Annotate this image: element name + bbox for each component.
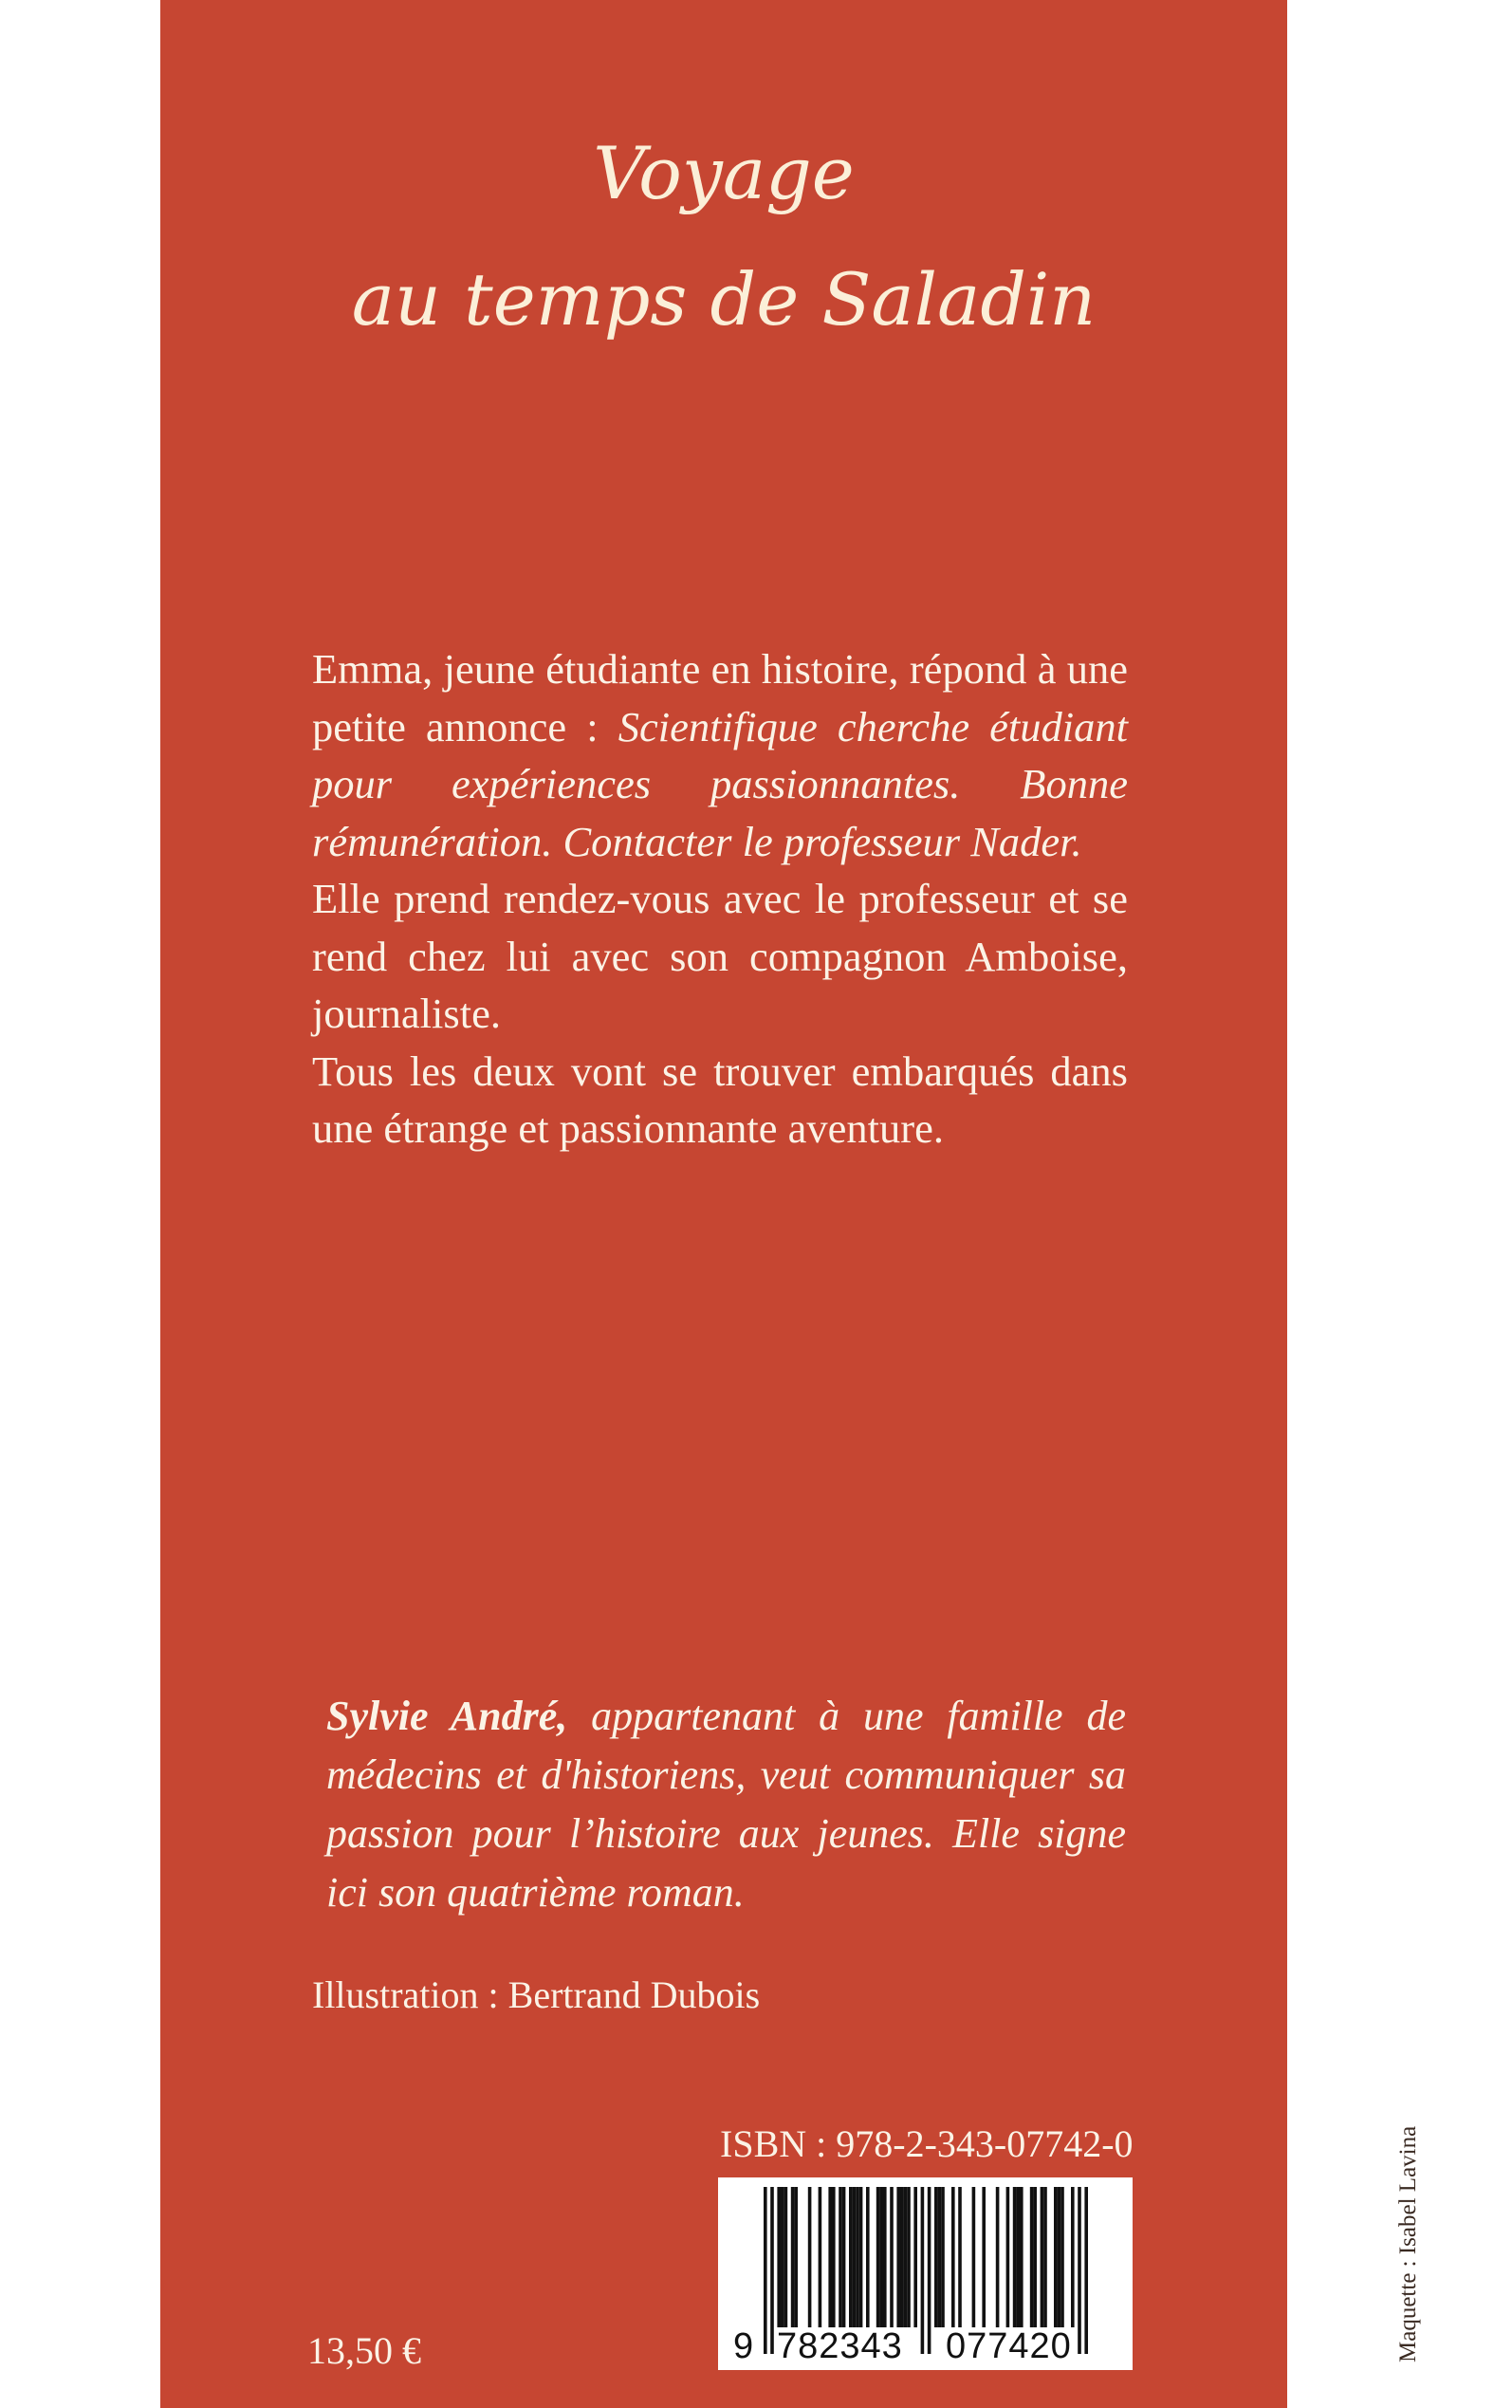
barcode-bar [859, 2187, 863, 2327]
author-bio-text: appartenant à une famille de médecins et d'historiens, veut communiquer sa passion pour l’histoire aux jeunes. Elle signe ici son quatrième roman. [326, 1693, 1126, 1916]
barcode-bar [941, 2187, 945, 2327]
synopsis [312, 640, 1128, 1158]
barcode-bar [913, 2187, 917, 2327]
barcode-bar [1020, 2187, 1023, 2327]
illustration-credit: Illustration : Bertrand Dubois [312, 1973, 761, 2016]
barcode-bar [1071, 2187, 1075, 2327]
barcode-bar [828, 2187, 832, 2327]
barcode-first-digit: 9 [733, 2326, 754, 2366]
synopsis-paragraph-1 [312, 640, 1128, 870]
barcode-bar [1016, 2187, 1020, 2327]
layout-credit: Maquette : Isabel Lavina [1395, 2125, 1421, 2362]
barcode-bar [907, 2187, 911, 2327]
author-bio [326, 1687, 1126, 1922]
barcode-digits [718, 2325, 1133, 2367]
barcode-bar [1043, 2187, 1047, 2327]
barcode-bar [982, 2187, 986, 2327]
barcode-bar [819, 2187, 822, 2327]
barcode-bar [832, 2187, 836, 2327]
barcode-bar [904, 2187, 908, 2327]
price: 13,50 € [307, 2329, 421, 2372]
barcode-bar [900, 2187, 904, 2327]
barcode-bar [934, 2187, 938, 2327]
barcode-bar [849, 2187, 853, 2327]
barcode-bar [951, 2187, 955, 2327]
barcode-bar [972, 2187, 976, 2327]
barcode [718, 2177, 1133, 2370]
barcode-bar [866, 2187, 870, 2327]
barcode-right-group: 077420 [946, 2326, 1072, 2366]
barcode-bar [791, 2187, 795, 2327]
barcode-bar [896, 2187, 900, 2327]
barcode-bar [1013, 2187, 1017, 2327]
barcode-bar [839, 2187, 842, 2327]
barcode-bar [1041, 2187, 1044, 2327]
barcode-bar [842, 2187, 846, 2327]
barcode-bar [1033, 2187, 1037, 2327]
barcode-bar [781, 2187, 784, 2327]
synopsis-paragraph-3: Tous les deux vont se trouver embarqués dans une étrange et passionnante aventure. [312, 1047, 1128, 1152]
barcode-bar [1060, 2187, 1064, 2327]
barcode-bar [876, 2187, 880, 2327]
barcode-bar [777, 2187, 781, 2327]
barcode-bar [856, 2187, 859, 2327]
barcode-bar [938, 2187, 942, 2327]
barcode-bar [958, 2187, 962, 2327]
classified-ad-text: Scientifique cherche étudiant pour expériences passionnantes. Bonne rémunération. Contacter le professeur Nader. [312, 702, 1128, 865]
synopsis-paragraph-2: Elle prend rendez-vous avec le professeur et se rend chez lui avec son compagnon Amboise, journaliste. [312, 875, 1128, 1037]
barcode-bar [853, 2187, 857, 2327]
barcode-bar [808, 2187, 812, 2327]
barcode-bar [794, 2187, 798, 2327]
book-title-line-1: Voyage [593, 131, 855, 215]
barcode-bar [996, 2187, 1000, 2327]
barcode-bar [1054, 2187, 1058, 2327]
back-cover [160, 0, 1421, 2408]
barcode-bar [1030, 2187, 1034, 2327]
barcode-bar [1006, 2187, 1010, 2327]
synopsis-intro: Emma, jeune étudiante en histoire, répond à une petite annonce : [312, 645, 1128, 750]
isbn-label: ISBN : 978-2-343-07742-0 [720, 2122, 1134, 2165]
book-title-line-2: au temps de Saladin [351, 257, 1097, 342]
barcode-bar [1058, 2187, 1061, 2327]
barcode-bar [879, 2187, 883, 2327]
barcode-bar [784, 2187, 788, 2327]
barcode-bar [890, 2187, 894, 2327]
barcode-left-group: 782343 [777, 2326, 903, 2366]
barcode-bar [883, 2187, 887, 2327]
author-name: Sylvie André, [326, 1693, 568, 1739]
